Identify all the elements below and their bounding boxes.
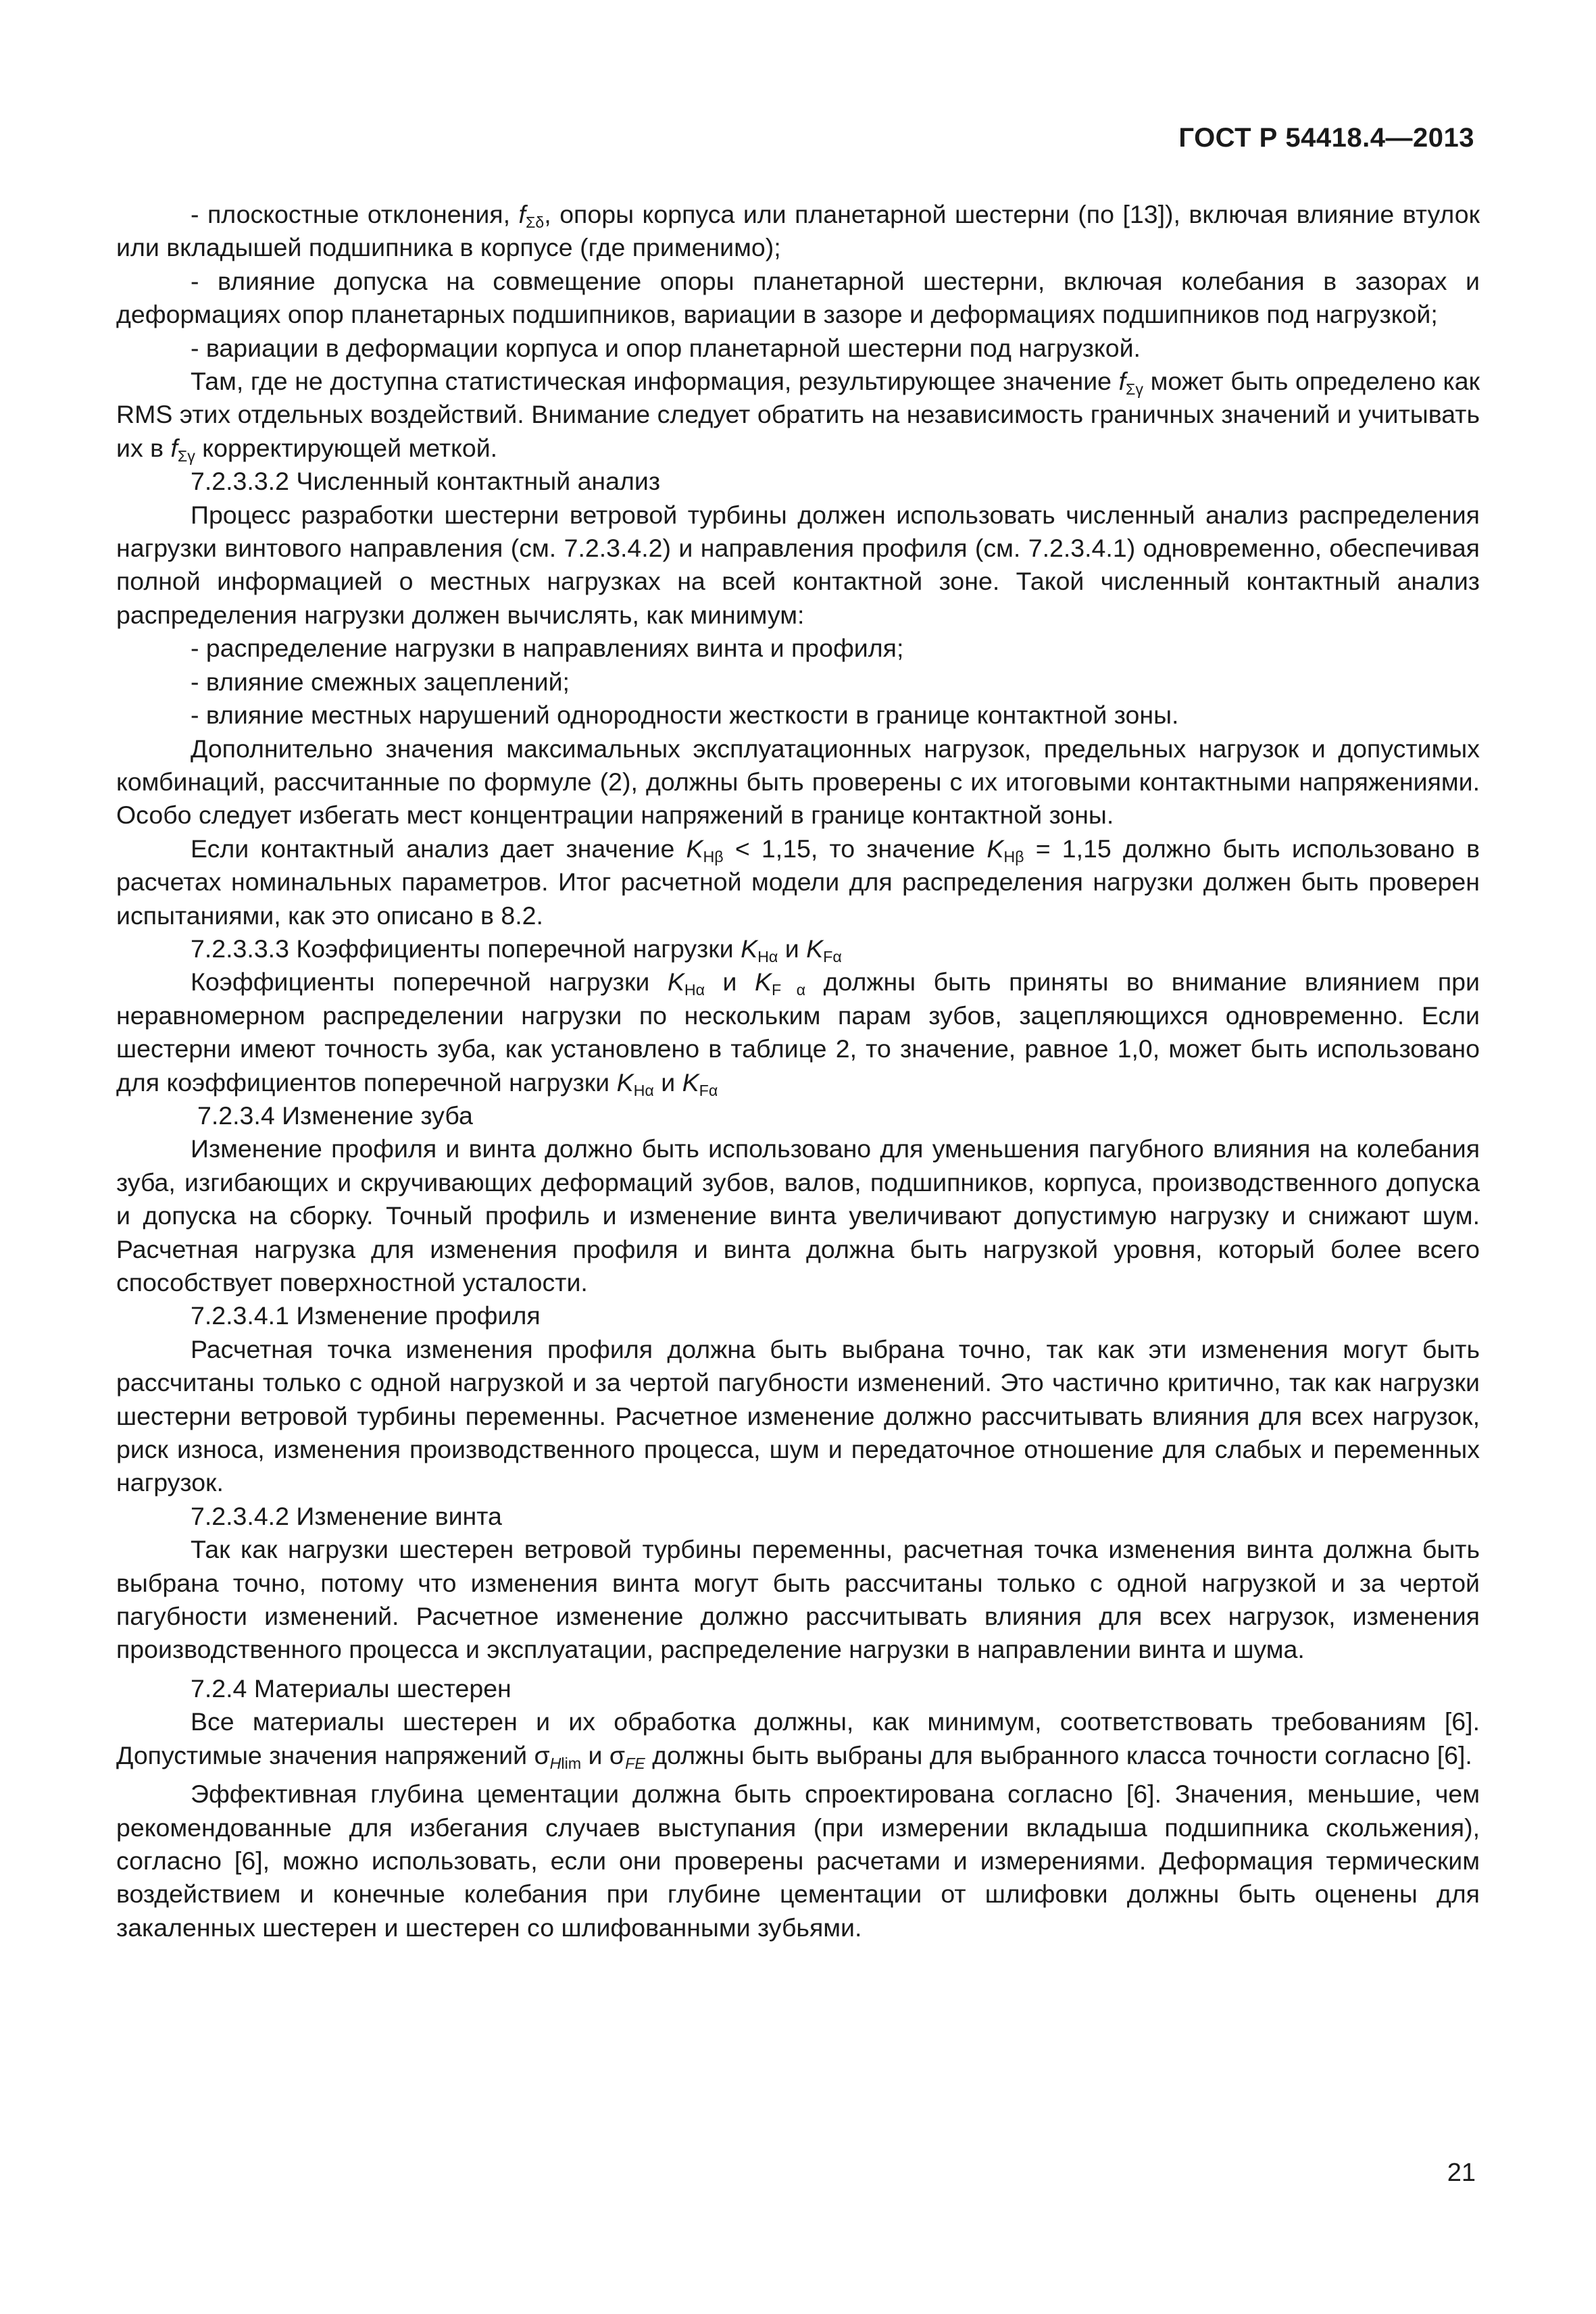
math-symbol: f <box>518 200 526 228</box>
text-run: 7.2.3.4 Изменение зуба <box>197 1101 473 1130</box>
paragraph <box>116 265 1480 332</box>
math-symbol: K <box>667 967 684 997</box>
text-run: корректирующей меткой. <box>195 433 498 462</box>
text-run: Так как нагрузки шестерен ветровой турбины переменны, расчетная точка изменения винта должна быть выбрана точно, потому что изменения винта могут быть рассчитаны только с одной нагрузкой и за чертой пагубности изменений. Расчетное изменение должно рассчитывать влияния для всех нагрузок, изменения производственного процесса и эксплуатации, распределение нагрузки в направлении винта и шума. <box>116 1535 1480 1664</box>
text-run: 7.2.3.4.1 Изменение профиля <box>191 1301 541 1330</box>
text-run: 7.2.3.3.2 Численный контактный анализ <box>191 467 661 496</box>
math-symbol: f <box>170 433 178 462</box>
math-symbol: K <box>741 934 758 963</box>
section-heading <box>116 465 1480 498</box>
paragraph <box>116 1705 1480 1772</box>
text-run: и <box>705 967 755 997</box>
paragraph <box>116 732 1480 832</box>
text-run: - распределение нагрузки в направлениях винта и профиля; <box>191 634 904 663</box>
section-heading <box>116 1099 1480 1132</box>
paragraph <box>116 198 1480 265</box>
text-run: должны быть приняты во внимание влиянием при неравномерном распределении нагрузки по нескольким парам зубов, зацепляющихся одновременно. Если шестерни имеют точность зуба, как установлено в таблице 2, то значение, равное 1,0, может быть использовано для коэффициентов поперечной нагрузки <box>116 967 1480 1097</box>
section-heading <box>116 1500 1480 1533</box>
text-run: - плоскостные отклонения, <box>191 200 519 228</box>
math-symbol: K <box>616 1067 634 1097</box>
page-header: ГОСТ Р 54418.4—2013 <box>1178 123 1474 153</box>
page-number: 21 <box>1447 2159 1476 2187</box>
text-run: и <box>778 934 807 963</box>
text-run: Расчетная точка изменения профиля должна быть выбрана точно, так как эти изменения могут быть рассчитаны только с одной нагрузкой и за чертой пагубности изменений. Это частично критично, так как нагрузки шестерни ветровой турбины переменны. Расчетное изменение должно рассчитывать влияния для всех нагрузок, риск износа, изменения производственного процесса, шум и передаточное отношение для слабых и переменных нагрузок. <box>116 1334 1480 1497</box>
math-subscript: lim <box>561 1754 582 1772</box>
text-run: Дополнительно значения максимальных эксплуатационных нагрузок, предельных нагрузок и допустимых комбинаций, рассчитанные по формуле (2), должны быть проверены с их итоговыми контактными напряжениями. Особо следует избегать мест концентрации напряжений в границе контактной зоны. <box>116 734 1480 830</box>
text-run: - влияние допуска на совмещение опоры планетарной шестерни, включая колебания в зазорах и деформациях опор планетарных подшипников, вариации в зазоре и деформациях подшипников под нагрузкой; <box>116 266 1480 329</box>
math-subscript: Fα <box>823 947 842 965</box>
paragraph <box>116 832 1480 932</box>
text-run: - влияние смежных зацеплений; <box>191 667 570 696</box>
math-subscript: Hβ <box>1003 847 1024 865</box>
text-run: должны быть выбраны для выбранного класса точности согласно [6]. <box>645 1740 1472 1769</box>
text-run: Все материалы шестерен и их обработка должны, как минимум, соответствовать требованиям [6]. Допустимые значения напряжений σ <box>116 1707 1480 1769</box>
text-run: Процесс разработки шестерни ветровой турбины должен использовать численный анализ распределения нагрузки винтового направления (см. 7.2.3.4.2) и направления профиля (см. 7.2.3.4.1) одновременно, обеспечивая полной информацией о местных нагрузках на всей контактной зоне. Такой численный контактный анализ распределения нагрузки должен вычислять, как минимум: <box>116 500 1480 629</box>
paragraph <box>116 332 1480 365</box>
paragraph <box>116 1132 1480 1299</box>
math-subscript: F α <box>771 981 806 999</box>
paragraph <box>116 699 1480 732</box>
paragraph <box>116 665 1480 699</box>
text-run: , опоры корпуса или планетарной шестерни (по [13]), включая влияние втулок или вкладышей подшипника в корпусе (где применимо); <box>116 200 1480 262</box>
math-symbol: K <box>682 1067 699 1097</box>
text-run: 7.2.3.4.2 Изменение винта <box>191 1501 502 1530</box>
text-run: Изменение профиля и винта должно быть использовано для уменьшения пагубного влияния на колебания зуба, изгибающих и скручивающих деформаций зубов, валов, подшипников, корпуса, производственного допуска и допуска на сборку. Точный профиль и изменение винта увеличивают допустимую нагрузку и снижают шум. Расчетная нагрузка для изменения профиля и винта должна быть нагрузкой уровня, который более всего способствует поверхностной усталости. <box>116 1134 1480 1297</box>
paragraph <box>116 1533 1480 1667</box>
paragraph <box>116 365 1480 465</box>
math-subscript: Σγ <box>177 447 195 465</box>
paragraph <box>116 499 1480 632</box>
text-run: Если контактный анализ дает значение <box>191 834 687 863</box>
math-symbol: K <box>754 967 772 997</box>
math-symbol: K <box>987 834 1004 863</box>
text-run: 7.2.4 Материалы шестерен <box>191 1674 512 1703</box>
math-subscript: H <box>549 1754 562 1772</box>
text-run: Эффективная глубина цементации должна быть спроектирована согласно [6]. Значения, меньшие, чем рекомендованные для избегания случаев выступания (при измерении вкладыша подшипника скольжения), согласно [6], можно использовать, если они проверены расчетами и измерениями. Деформация термическим воздействием и конечные колебания при глубине цементации от шлифовки должны быть оценены для закаленных шестерен и шестерен со шлифованными зубьями. <box>116 1780 1480 1942</box>
section-heading <box>116 1299 1480 1332</box>
text-run: < 1,15, то значение <box>723 834 987 863</box>
math-subscript: Hα <box>757 947 778 965</box>
document-body <box>116 198 1480 1944</box>
text-run: Коэффициенты поперечной нагрузки <box>191 967 668 997</box>
paragraph <box>116 632 1480 665</box>
text-run: = 1,15 должно быть использовано в расчетах номинальных параметров. Итог расчетной модели для распределения нагрузки должен быть проверен испытаниями, как это описано в 8.2. <box>116 834 1480 930</box>
text-run: Там, где не доступна статистическая информация, результирующее значение <box>191 367 1119 396</box>
math-subscript: Σδ <box>525 213 545 231</box>
math-subscript: FE <box>625 1754 645 1772</box>
text-run: может быть определено как RMS этих отдельных воздействий. Внимание следует обратить на независимость граничных значений и учитывать их в <box>116 367 1480 462</box>
section-heading <box>116 932 1480 965</box>
text-run: - вариации в деформации корпуса и опор планетарной шестерни под нагрузкой. <box>191 333 1141 362</box>
math-symbol: f <box>1118 367 1126 396</box>
math-symbol: K <box>806 934 824 963</box>
math-subscript: Σγ <box>1126 380 1144 398</box>
text-run: 7.2.3.3.3 Коэффициенты поперечной нагрузки <box>191 934 741 963</box>
section-heading <box>116 1672 1480 1705</box>
paragraph <box>116 1778 1480 1944</box>
math-symbol: K <box>686 834 703 863</box>
math-subscript: Hβ <box>703 847 724 865</box>
paragraph <box>116 965 1480 1099</box>
math-subscript: Hα <box>684 981 705 999</box>
math-subscript: Hα <box>633 1081 654 1099</box>
text-run: и <box>653 1067 682 1097</box>
text-run: и σ <box>581 1740 626 1769</box>
text-run: - влияние местных нарушений однородности жесткости в границе контактной зоны. <box>191 701 1179 730</box>
math-subscript: Fα <box>699 1081 718 1099</box>
paragraph <box>116 1333 1480 1500</box>
